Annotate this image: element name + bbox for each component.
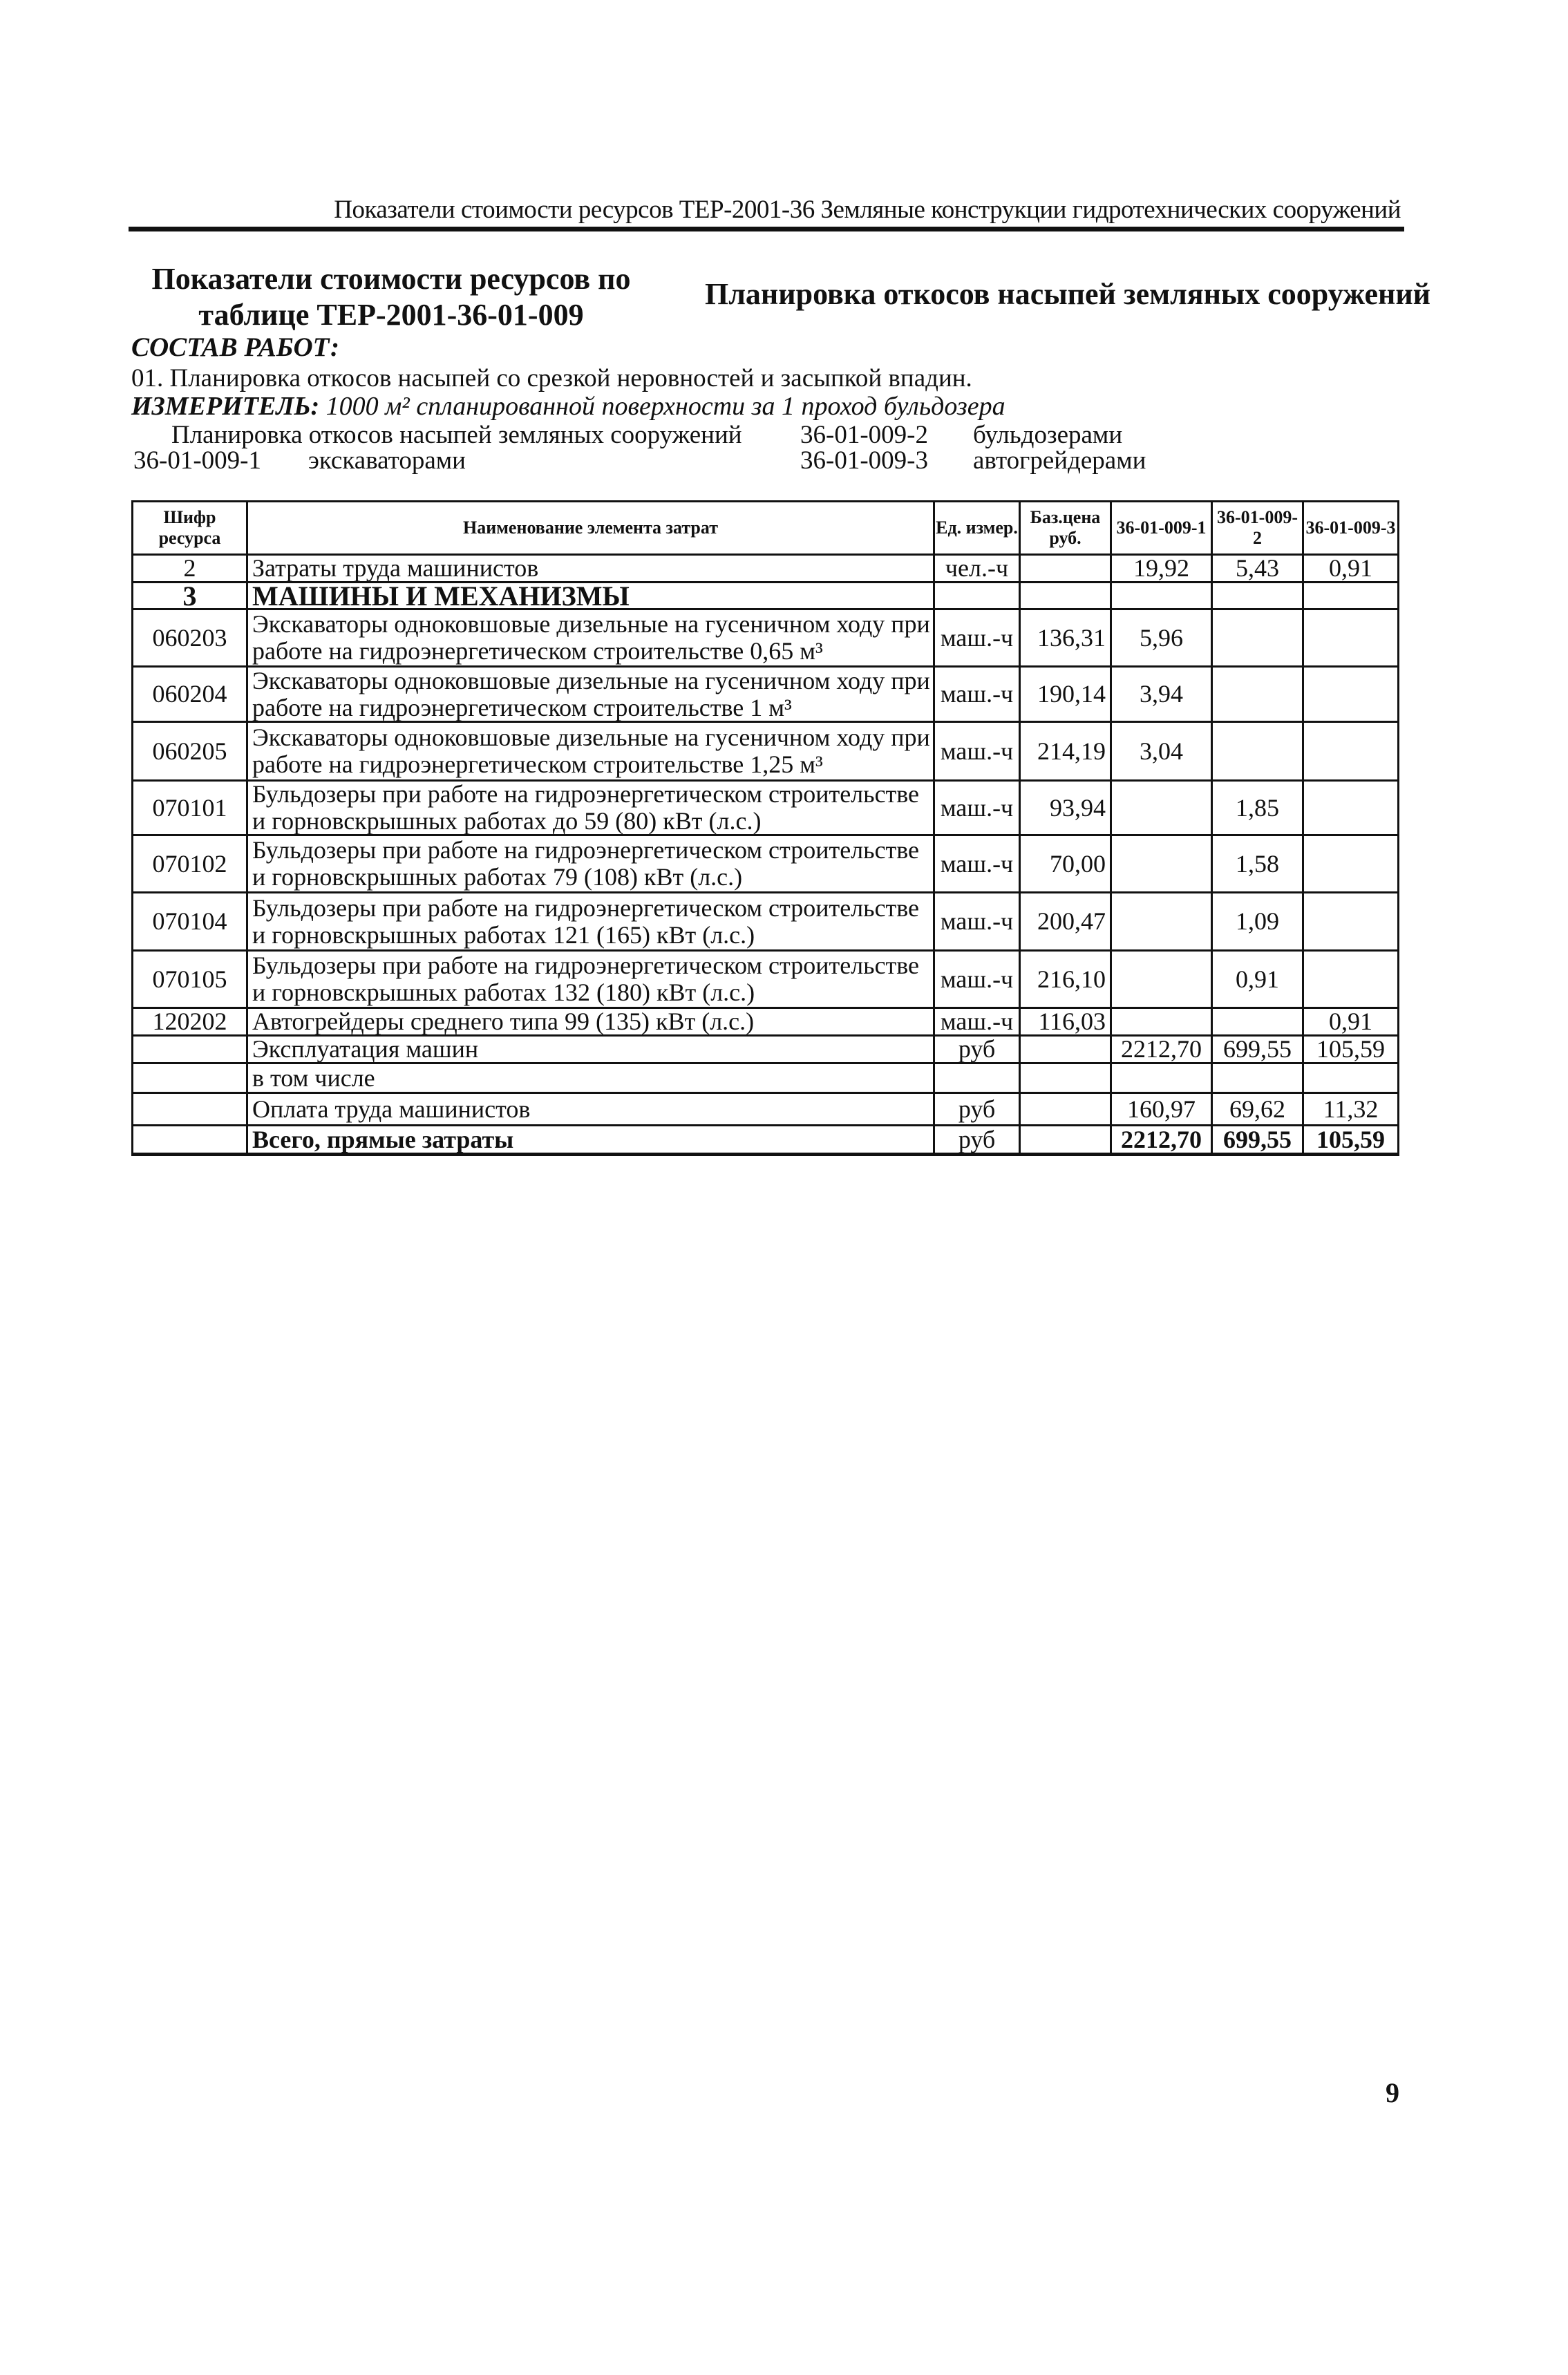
- cell-n2: [1213, 610, 1302, 665]
- cell-n1: 5,96: [1140, 623, 1183, 652]
- resource-name: МАШИНЫ И МЕХАНИЗМЫ: [252, 583, 630, 608]
- norm-code-2: 36-01-009-2: [800, 421, 928, 449]
- column-header-code: Шифр ресурса: [158, 507, 221, 548]
- cell-n1: 160,97: [1127, 1095, 1196, 1123]
- norm-code-1: 36-01-009-1: [133, 446, 261, 475]
- cell-n3: [1304, 952, 1397, 1007]
- cell-price: 136,31: [1037, 623, 1106, 652]
- cell-price: [1021, 583, 1110, 608]
- cell-price: 190,14: [1037, 680, 1106, 708]
- resource-name: Эксплуатация машин: [252, 1037, 479, 1062]
- unit-label: ИЗМЕРИТЕЛЬ:: [131, 392, 320, 421]
- section-title: Планировка откосов насыпей земляных сооружений: [705, 277, 1431, 311]
- cell-price: [1021, 1037, 1110, 1062]
- cell-price: 70,00: [1050, 849, 1106, 878]
- cell-price: 216,10: [1037, 965, 1106, 993]
- cell-unit: маш.-ч: [940, 793, 1014, 822]
- cell-n3: [1304, 1064, 1397, 1092]
- cell-unit: руб: [958, 1095, 996, 1123]
- cell-unit: маш.-ч: [940, 849, 1014, 878]
- cell-n2: [1213, 723, 1302, 779]
- resource-code: [133, 1064, 246, 1092]
- cell-price: [1021, 1126, 1110, 1153]
- cell-n2: 699,55: [1223, 1037, 1292, 1062]
- cell-n1: [1112, 1009, 1211, 1034]
- resource-code: [133, 1126, 246, 1153]
- page-number: 9: [1386, 2077, 1399, 2108]
- cell-unit: маш.-ч: [940, 623, 1014, 652]
- work-item: 01. Планировка откосов насыпей со срезкой неровностей и засыпкой впадин.: [131, 364, 972, 392]
- cell-n1: 19,92: [1133, 556, 1189, 581]
- cell-unit: руб: [958, 1126, 996, 1153]
- running-header: Показатели стоимости ресурсов ТЕР-2001-36 Земляные конструкции гидротехнических сооружений: [334, 196, 1401, 224]
- cell-n2: 69,62: [1229, 1095, 1285, 1123]
- resource-name: Бульдозеры при работе на гидроэнергетическом строительстве и горновскрышных работах 132 (180) кВт (л.с.): [252, 952, 920, 1006]
- resource-code: [133, 1094, 246, 1124]
- resource-code: [133, 1037, 246, 1062]
- resource-code: 060203: [152, 623, 227, 652]
- column-header-name: Наименование элемента затрат: [463, 518, 718, 538]
- resource-name: Бульдозеры при работе на гидроэнергетическом строительстве и горновскрышных работах до 59 (80) кВт (л.с.): [252, 782, 920, 834]
- cell-n3: [1304, 668, 1397, 721]
- cell-n2: 1,58: [1236, 849, 1279, 878]
- resource-name: Бульдозеры при работе на гидроэнергетическом строительстве и горновскрышных работах 121 (165) кВт (л.с.): [252, 893, 920, 949]
- cell-n2: [1213, 1009, 1302, 1034]
- column-header-n1: 36-01-009-1: [1116, 518, 1207, 538]
- unit-text: 1000 м² спланированной поверхности за 1 проход бульдозера: [325, 392, 1005, 421]
- resource-code: 060205: [152, 737, 227, 765]
- cell-n1: 3,04: [1140, 737, 1183, 765]
- cell-unit: чел.-ч: [945, 556, 1009, 581]
- cell-n1: [1112, 952, 1211, 1007]
- cell-price: 93,94: [1050, 793, 1106, 822]
- cell-n3: 105,59: [1316, 1126, 1385, 1153]
- norm-machine-1: экскаваторами: [308, 446, 466, 475]
- cell-n3: [1304, 782, 1397, 834]
- resource-code: 070102: [152, 849, 227, 878]
- cell-n3: 11,32: [1323, 1095, 1379, 1123]
- column-header-n2: 36-01-009-2: [1217, 507, 1298, 548]
- cell-n2: 5,43: [1236, 556, 1279, 581]
- cell-n3: 105,59: [1316, 1037, 1385, 1062]
- cell-unit: маш.-ч: [940, 1009, 1014, 1034]
- cell-n2: [1213, 583, 1302, 608]
- cell-unit: руб: [958, 1037, 996, 1062]
- norm-machine-2: бульдозерами: [973, 421, 1123, 449]
- cell-price: [1021, 1094, 1110, 1124]
- column-header-price: Баз.цена руб.: [1030, 507, 1101, 548]
- resource-name: Экскаваторы одноковшовые дизельные на гусеничном ходу при работе на гидроэнергетическом строительстве 0,65 м³: [252, 610, 930, 665]
- cell-unit: [935, 1064, 1019, 1092]
- cell-unit: маш.-ч: [940, 737, 1014, 765]
- cell-unit: маш.-ч: [940, 680, 1014, 708]
- resource-code: 070101: [152, 793, 227, 822]
- cell-n2: 1,85: [1236, 793, 1279, 822]
- column-header-n3: 36-01-009-3: [1305, 518, 1396, 538]
- resource-name: Оплата труда машинистов: [252, 1095, 531, 1123]
- resource-name: Затраты труда машинистов: [252, 556, 539, 581]
- norm-code-3: 36-01-009-3: [800, 446, 928, 475]
- resource-code: 060204: [152, 680, 227, 708]
- resource-code: 070104: [152, 907, 227, 935]
- table-title-line2: таблице ТЕР-2001-36-01-009: [198, 298, 584, 332]
- cell-n2: 699,55: [1223, 1126, 1292, 1153]
- table-rule-v: [1397, 500, 1399, 1153]
- cell-n3: [1304, 610, 1397, 665]
- cell-n1: [1112, 893, 1211, 949]
- table-title-line1: Показатели стоимости ресурсов по: [151, 262, 631, 296]
- resource-name: Автогрейдеры среднего типа 99 (135) кВт (л.с.): [252, 1009, 755, 1034]
- resource-name: в том числе: [252, 1064, 375, 1092]
- cell-unit: маш.-ч: [940, 907, 1014, 935]
- resource-cost-table: [0, 0, 1568, 1175]
- cell-price: [1021, 1064, 1110, 1092]
- resource-code: 3: [182, 583, 197, 608]
- resource-name: Экскаваторы одноковшовые дизельные на гусеничном ходу при работе на гидроэнергетическом строительстве 1 м³: [252, 668, 930, 721]
- cell-n1: [1112, 583, 1211, 608]
- cell-n3: [1304, 893, 1397, 949]
- cell-n2: 1,09: [1236, 907, 1279, 935]
- resource-name: Экскаваторы одноковшовые дизельные на гусеничном ходу при работе на гидроэнергетическом строительстве 1,25 м³: [252, 723, 930, 778]
- resource-code: 2: [183, 556, 196, 581]
- cell-n1: [1112, 782, 1211, 834]
- resource-name: Бульдозеры при работе на гидроэнергетическом строительстве и горновскрышных работах 79 (108) кВт (л.с.): [252, 836, 920, 891]
- cell-n1: [1112, 1064, 1211, 1092]
- composition-heading: СОСТАВ РАБОТ:: [131, 332, 339, 362]
- cell-n3: [1304, 836, 1397, 891]
- cell-price: [1021, 556, 1110, 581]
- cell-n1: 2212,70: [1121, 1037, 1202, 1062]
- cell-n3: [1304, 723, 1397, 779]
- cell-n1: 3,94: [1140, 680, 1183, 708]
- cell-n2: 0,91: [1236, 965, 1279, 993]
- cell-n1: [1112, 836, 1211, 891]
- cell-unit: маш.-ч: [940, 965, 1014, 993]
- cell-n3: 0,91: [1329, 556, 1372, 581]
- cell-n2: [1213, 668, 1302, 721]
- cell-price: 116,03: [1038, 1009, 1106, 1034]
- norm-intro: Планировка откосов насыпей земляных сооружений: [171, 421, 742, 449]
- norm-machine-3: автогрейдерами: [973, 446, 1146, 475]
- cell-n2: [1213, 1064, 1302, 1092]
- resource-code: 070105: [152, 965, 227, 993]
- resource-name: Всего, прямые затраты: [252, 1126, 514, 1153]
- cell-n1: 2212,70: [1121, 1126, 1202, 1153]
- table-rule-h: [131, 1153, 1399, 1156]
- resource-code: 120202: [152, 1009, 227, 1034]
- cell-n3: 0,91: [1329, 1009, 1372, 1034]
- cell-n3: [1304, 583, 1397, 608]
- column-header-unit: Ед. измер.: [936, 518, 1018, 538]
- cell-unit: [935, 583, 1019, 608]
- cell-price: 214,19: [1037, 737, 1106, 765]
- cell-price: 200,47: [1037, 907, 1106, 935]
